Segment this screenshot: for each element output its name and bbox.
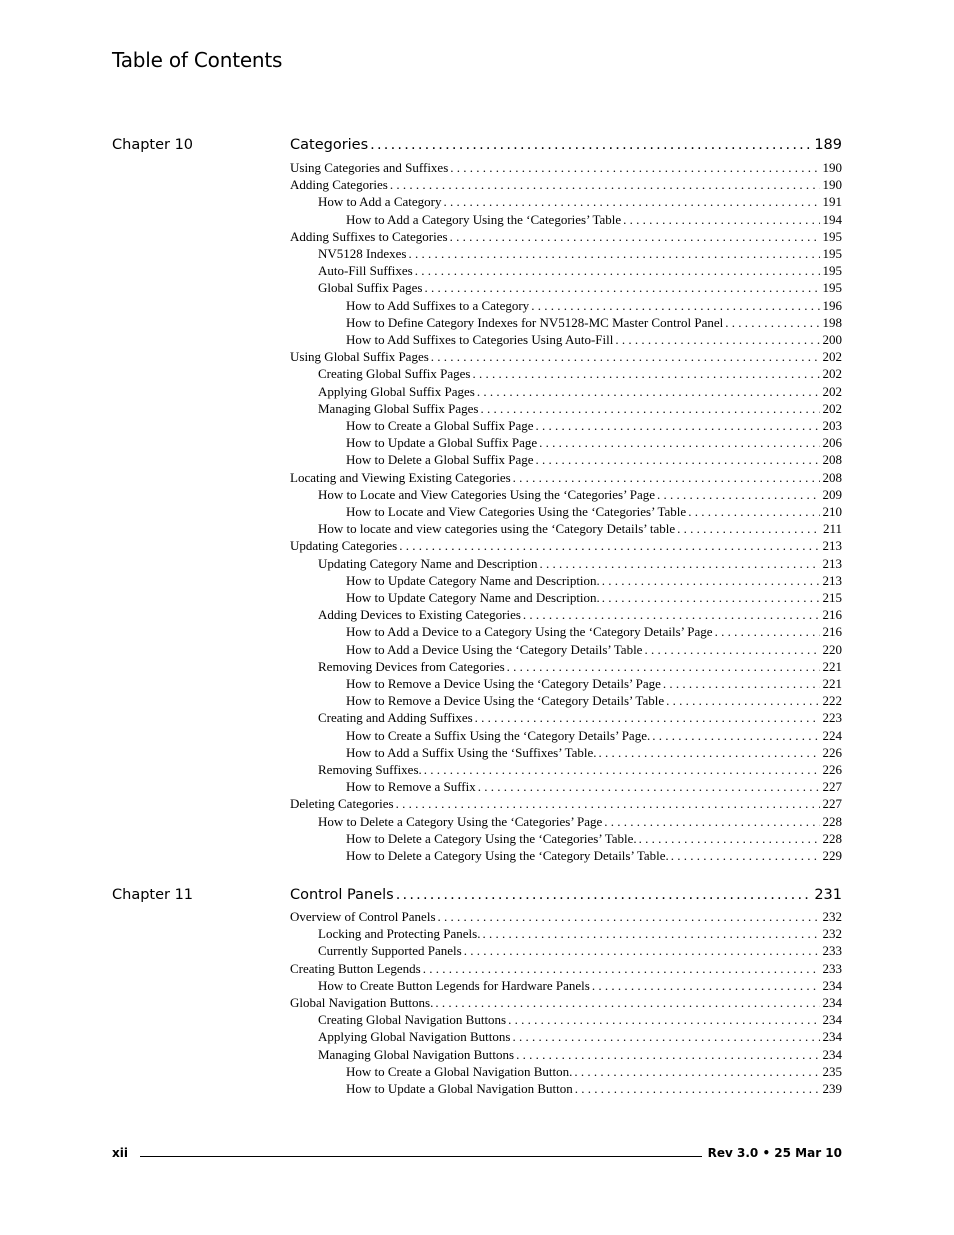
dot-leader (688, 504, 819, 520)
toc-entry[interactable] (346, 624, 842, 641)
toc-entry-page-number: 191 (822, 194, 842, 210)
toc-entry-page-number: 210 (822, 504, 842, 519)
toc-entry-page-number: 200 (822, 332, 842, 347)
dot-leader (536, 418, 820, 434)
dot-leader (599, 745, 820, 761)
toc-entry[interactable] (290, 538, 842, 555)
toc-entry-title: Locking and Protecting Panels. (318, 926, 481, 942)
toc-entry-page-number: 198 (822, 314, 842, 330)
dot-leader (438, 909, 820, 925)
toc-entry-page-number: 228 (822, 813, 842, 829)
toc-entry-title: How to Add a Device Using the ‘Category Details’ Table (346, 641, 643, 657)
footer-divider (140, 1156, 702, 1157)
toc-entry-title: How to Delete a Category Using the ‘Categories’ Page (318, 813, 603, 829)
toc-entry-page-number: 195 (822, 228, 842, 244)
dot-leader (424, 762, 820, 778)
toc-entry-title: Deleting Categories (290, 796, 394, 812)
footer-page-number: xii (112, 1146, 128, 1160)
dot-leader (370, 137, 811, 153)
toc-entry[interactable] (318, 384, 842, 401)
toc-entry-page-number: 227 (822, 796, 842, 812)
dot-leader (715, 624, 820, 640)
toc-entry-page-number: 233 (822, 960, 842, 976)
dot-leader (652, 728, 819, 744)
toc-entry[interactable] (290, 995, 842, 1012)
dot-leader (431, 349, 820, 365)
dot-leader (478, 779, 820, 795)
toc-entry[interactable] (346, 642, 842, 659)
dot-leader (592, 978, 820, 994)
toc-entry-page-number: 202 (822, 349, 842, 365)
toc-entry[interactable] (346, 332, 842, 349)
dot-leader (450, 160, 819, 176)
toc-entry[interactable] (318, 710, 842, 727)
toc-entry-title: How to Delete a Global Suffix Page (346, 452, 534, 468)
toc-entry-page-number: 235 (822, 1063, 842, 1079)
toc-entry[interactable] (318, 521, 842, 538)
dot-leader (516, 1047, 819, 1063)
footer-revision: Rev 3.0 • 25 Mar 10 (707, 1146, 842, 1160)
toc-entry[interactable] (318, 926, 842, 943)
toc-entry-page-number: 203 (822, 418, 842, 433)
toc-entry[interactable] (318, 366, 842, 383)
toc-entry-page-number: 232 (822, 926, 842, 942)
chapter-page-number: 189 (814, 137, 842, 153)
toc-entry-title: Auto-Fill Suffixes (318, 263, 413, 279)
toc-entry[interactable] (318, 280, 842, 297)
dot-leader (423, 961, 820, 977)
toc-entry[interactable] (346, 452, 842, 469)
toc-entry[interactable] (346, 212, 842, 229)
toc-entry-title: Removing Devices from Categories (318, 658, 505, 674)
toc-entry[interactable] (346, 298, 842, 315)
dot-leader (623, 212, 819, 228)
toc-entry-title: Creating Global Navigation Buttons (318, 1012, 507, 1028)
dot-leader (639, 831, 820, 847)
dot-leader (512, 1029, 819, 1045)
dot-leader (473, 366, 820, 382)
toc-entry-page-number: 211 (822, 521, 842, 537)
dot-leader (396, 796, 820, 812)
toc-entry[interactable] (290, 349, 842, 366)
toc-entry[interactable] (318, 1012, 842, 1029)
toc-entry[interactable] (290, 470, 842, 487)
toc-entry-title: How to Delete a Category Using the ‘Categories’ Table. (346, 830, 637, 846)
dot-leader (574, 1064, 819, 1080)
dot-leader (644, 642, 819, 658)
toc-entry-title: How to Remove a Device Using the ‘Category Details’ Page (346, 676, 661, 691)
toc-entry-page-number: 202 (822, 366, 842, 382)
toc-entry-page-number: 221 (822, 658, 842, 674)
dot-leader (602, 590, 820, 606)
toc-entry-title: NV5128 Indexes (318, 246, 407, 261)
toc-entry[interactable] (346, 848, 842, 865)
toc-entry-title: Adding Suffixes to Categories (290, 228, 448, 244)
toc-entry-page-number: 232 (822, 909, 842, 924)
toc-entry-page-number: 202 (822, 400, 842, 416)
toc-entry-title: Adding Categories (290, 177, 388, 193)
dot-leader (475, 710, 820, 726)
toc-entry-title: Using Global Suffix Pages (290, 349, 429, 365)
toc-entry[interactable] (346, 590, 842, 607)
toc-entry-title: Overview of Control Panels (290, 909, 436, 924)
dot-leader (575, 1081, 820, 1097)
toc-entry-page-number: 229 (822, 848, 842, 863)
toc-entry-title: How to Add Suffixes to a Category (346, 297, 530, 313)
toc-entry-page-number: 206 (822, 435, 842, 451)
toc-entry-page-number: 196 (822, 297, 842, 313)
dot-leader (396, 887, 812, 903)
dot-leader (725, 315, 819, 331)
toc-entry-title: Removing Suffixes. (318, 762, 422, 777)
toc-entry-title: How to Update Category Name and Description. (346, 572, 600, 588)
dot-leader (415, 263, 820, 279)
dot-leader (536, 452, 820, 468)
toc-entry-page-number: 226 (822, 762, 842, 777)
toc-entry-title: How to Update a Global Navigation Button (346, 1081, 573, 1096)
toc-entry[interactable] (318, 659, 842, 676)
toc-entry[interactable] (346, 1081, 842, 1098)
toc-entry-page-number: 222 (822, 693, 842, 709)
toc-entry[interactable] (346, 779, 842, 796)
toc-entry-title: How to locate and view categories using the ‘Category Details’ table (318, 521, 676, 537)
toc-entry[interactable] (318, 943, 842, 960)
toc-entry-title: Applying Global Navigation Buttons (318, 1029, 511, 1045)
toc-entry[interactable] (346, 418, 842, 435)
dot-leader (602, 573, 820, 589)
toc-entry[interactable] (318, 978, 842, 995)
dot-leader (480, 401, 819, 417)
toc-entry-page-number: 223 (822, 710, 842, 726)
toc-entry-page-number: 234 (822, 977, 842, 993)
toc-entry-title: Managing Global Navigation Buttons (318, 1046, 515, 1062)
toc-entry-page-number: 215 (822, 590, 842, 605)
toc-entry-title: Creating and Adding Suffixes (318, 710, 473, 726)
toc-entry-title: How to Add a Category (318, 194, 442, 210)
dot-leader (435, 995, 819, 1011)
toc-entry-title: Updating Category Name and Description (318, 555, 538, 571)
toc-entry-title: How to Create a Suffix Using the ‘Category Details’ Page. (346, 727, 651, 743)
toc-entry-page-number: 234 (822, 1046, 842, 1062)
dot-leader (539, 435, 819, 451)
toc-entry-title: How to Create a Global Navigation Button. (346, 1063, 573, 1079)
toc-entry-title: How to Locate and View Categories Using the ‘Categories’ Table (346, 504, 687, 519)
dot-leader (508, 1012, 819, 1028)
toc-entry-title: Managing Global Suffix Pages (318, 400, 479, 416)
toc-entry[interactable] (318, 1047, 842, 1064)
toc-entry[interactable] (346, 745, 842, 762)
toc-entry-title: How to Create Button Legends for Hardware Panels (318, 977, 590, 993)
toc-entry-page-number: 208 (822, 452, 842, 468)
dot-leader (477, 384, 820, 400)
toc-entry[interactable] (346, 315, 842, 332)
dot-leader (531, 298, 819, 314)
toc-entry[interactable] (290, 961, 842, 978)
dot-leader (408, 246, 819, 262)
toc-entry[interactable] (318, 607, 842, 624)
toc-entry-page-number: 224 (822, 727, 842, 743)
dot-leader (657, 487, 819, 503)
toc-entry-page-number: 190 (822, 160, 842, 175)
toc-entry-page-number: 221 (822, 676, 842, 691)
toc-entry-title: How to Define Category Indexes for NV5128-MC Master Control Panel (346, 314, 724, 330)
toc-entry-page-number: 234 (822, 1029, 842, 1045)
toc-entry[interactable] (318, 556, 842, 573)
dot-leader (663, 676, 820, 692)
toc-entry-title: How to Add a Category Using the ‘Categories’ Table (346, 211, 622, 227)
toc-entry[interactable] (346, 435, 842, 452)
toc-entry-page-number: 213 (822, 538, 842, 554)
toc-entry[interactable] (318, 487, 842, 504)
chapter-title: Categories (290, 137, 369, 153)
dot-leader (507, 659, 820, 675)
chapter-title: Control Panels (290, 887, 394, 903)
toc-entry-title: How to Create a Global Suffix Page (346, 418, 534, 433)
toc-entry-title: How to Delete a Category Using the ‘Category Details’ Table. (346, 848, 669, 863)
toc-entry[interactable] (290, 909, 842, 926)
toc-entry[interactable] (346, 1064, 842, 1081)
toc-entry-title: How to Add a Device to a Category Using the ‘Category Details’ Page (346, 624, 713, 640)
toc-entry-title: How to Add a Suffix Using the ‘Suffixes’ Table. (346, 744, 597, 760)
toc-entry-page-number: 226 (822, 744, 842, 760)
toc-entry-page-number: 234 (822, 1012, 842, 1028)
toc-entry-title: How to Remove a Suffix (346, 779, 476, 795)
toc-entry[interactable] (346, 504, 842, 521)
toc-entry-page-number: 195 (822, 263, 842, 279)
toc-entry-page-number: 228 (822, 830, 842, 846)
toc-entry[interactable] (346, 573, 842, 590)
toc-entry-title: Applying Global Suffix Pages (318, 383, 475, 399)
dot-leader (390, 177, 820, 193)
dot-leader (424, 280, 819, 296)
toc-entry-title: How to Add Suffixes to Categories Using Auto-Fill (346, 332, 614, 347)
toc-entry-page-number: 213 (822, 555, 842, 571)
toc-entry[interactable] (318, 762, 842, 779)
dot-leader (399, 538, 819, 554)
dot-leader (482, 926, 819, 942)
toc-entry-page-number: 233 (822, 943, 842, 959)
chapter-title-link[interactable] (290, 887, 842, 903)
toc-entry-title: How to Update Category Name and Description. (346, 590, 600, 605)
toc-entry-title: Creating Global Suffix Pages (318, 366, 471, 382)
toc-entry-title: How to Locate and View Categories Using the ‘Categories’ Page (318, 486, 656, 502)
toc-entry[interactable] (346, 693, 842, 710)
toc-entry-title: Locating and Viewing Existing Categories (290, 469, 511, 485)
toc-entry[interactable] (290, 160, 842, 177)
toc-entry[interactable] (346, 676, 842, 693)
toc-entry-page-number: 220 (822, 641, 842, 657)
dot-leader (677, 521, 820, 537)
dot-leader (450, 229, 820, 245)
toc-entry-title: Creating Button Legends (290, 960, 421, 976)
dot-leader (464, 943, 820, 959)
toc-entry-page-number: 209 (822, 486, 842, 502)
toc-entry-page-number: 216 (822, 607, 842, 623)
toc-entry[interactable] (346, 831, 842, 848)
toc-entry-title: Using Categories and Suffixes (290, 160, 449, 175)
dot-leader (671, 848, 820, 864)
toc-entry[interactable] (346, 728, 842, 745)
dot-leader (615, 332, 819, 348)
toc-entry[interactable] (318, 263, 842, 280)
toc-entry-page-number: 190 (822, 177, 842, 193)
toc-entry-page-number: 227 (822, 779, 842, 795)
toc-entry[interactable] (290, 177, 842, 194)
toc-entry-page-number: 213 (822, 572, 842, 588)
chapter-label: Chapter 11 (112, 887, 194, 903)
toc-entry-title: Global Navigation Buttons. (290, 995, 434, 1010)
toc-entry-title: Updating Categories (290, 538, 398, 554)
chapter-title-link[interactable] (290, 137, 842, 153)
toc-entry-title: Adding Devices to Existing Categories (318, 607, 521, 623)
toc-entry-page-number: 202 (822, 383, 842, 399)
toc-entry[interactable] (318, 1029, 842, 1046)
dot-leader (666, 693, 819, 709)
toc-entry-page-number: 208 (822, 469, 842, 485)
toc-entry-page-number: 194 (822, 211, 842, 227)
toc-entry-page-number: 234 (822, 995, 842, 1010)
toc-entry-page-number: 195 (822, 280, 842, 296)
toc-entry[interactable] (290, 229, 842, 246)
toc-entry-title: Currently Supported Panels (318, 943, 462, 959)
toc-entry[interactable] (290, 796, 842, 813)
dot-leader (513, 470, 820, 486)
toc-entry-title: Global Suffix Pages (318, 280, 423, 296)
dot-leader (604, 814, 819, 830)
dot-leader (540, 556, 820, 572)
page-title: Table of Contents (112, 48, 283, 72)
toc-entry-page-number: 239 (822, 1081, 842, 1096)
toc-entry[interactable] (318, 401, 842, 418)
toc-entry[interactable] (318, 814, 842, 831)
toc-entry-page-number: 195 (822, 246, 842, 261)
dot-leader (443, 194, 819, 210)
toc-entry[interactable] (318, 194, 842, 211)
chapter-label: Chapter 10 (112, 137, 194, 153)
dot-leader (523, 607, 820, 623)
toc-entry-page-number: 216 (822, 624, 842, 640)
toc-entry-title: How to Remove a Device Using the ‘Category Details’ Table (346, 693, 665, 709)
chapter-page-number: 231 (814, 887, 842, 903)
toc-entry-title: How to Update a Global Suffix Page (346, 435, 538, 451)
toc-entry[interactable] (318, 246, 842, 263)
